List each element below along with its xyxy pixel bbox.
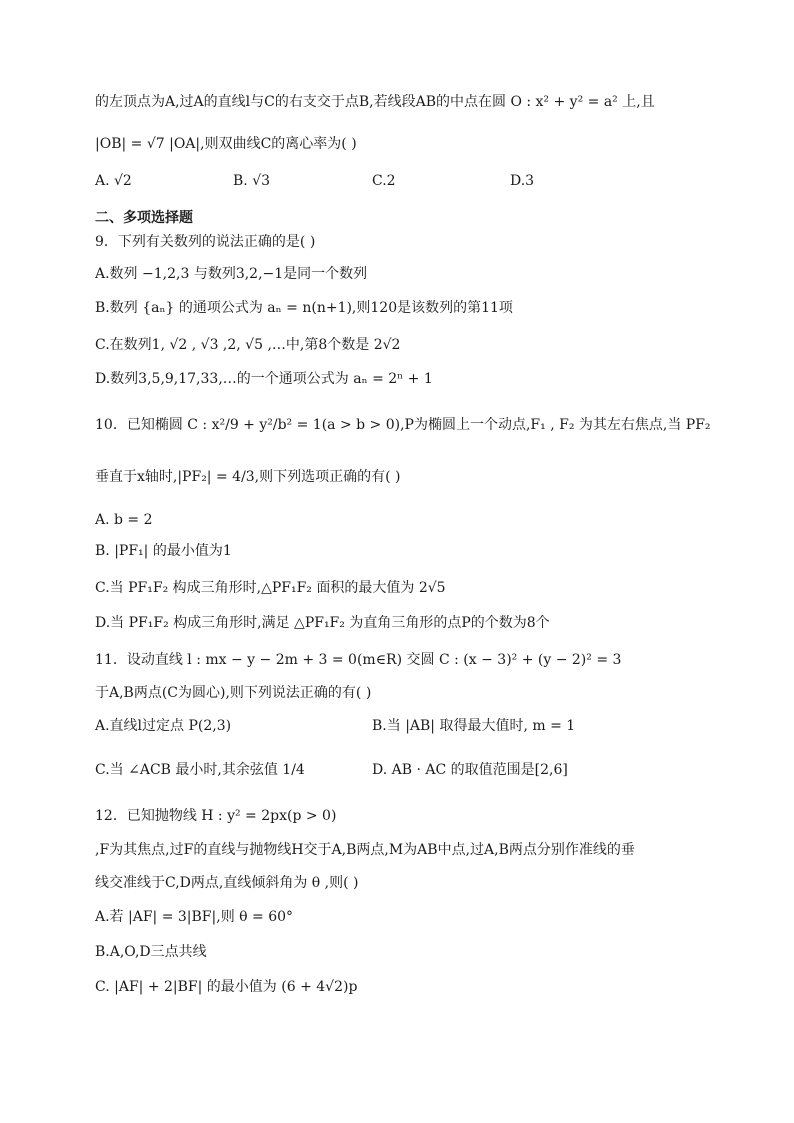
q9-stem: 9．下列有关数列的说法正确的是( ) bbox=[95, 234, 316, 250]
q9-option-d: D.数列3,5,9,17,33,…的一个通项公式为 aₙ = 2ⁿ + 1 bbox=[95, 371, 433, 387]
q12-option-c: C. |AF| + 2|BF| 的最小值为 (6 + 4√2)p bbox=[95, 979, 358, 995]
q11-option-c: C.当 ∠ACB 最小时,其余弦值 1/4 bbox=[95, 762, 305, 778]
q8-option-b: B. √3 bbox=[233, 173, 271, 189]
q11-stem-1: 11．设动直线 l : mx − y − 2m + 3 = 0(m∈R) 交圆 C : (x − 3)² + (y − 2)² = 3 bbox=[95, 652, 622, 668]
q12-option-b: B.A,O,D三点共线 bbox=[95, 944, 207, 960]
q12-stem-1: 12．已知抛物线 H : y² = 2px(p > 0) bbox=[95, 808, 337, 824]
q9-option-a: A.数列 −1,2,3 与数列3,2,−1是同一个数列 bbox=[95, 266, 368, 282]
q12-option-a: A.若 |AF| = 3|BF|,则 θ = 60° bbox=[95, 909, 294, 925]
q10-option-b: B. |PF₁| 的最小值为1 bbox=[95, 543, 232, 559]
q11-option-a: A.直线l过定点 P(2,3) bbox=[95, 718, 232, 734]
q8-option-d: D.3 bbox=[510, 173, 535, 189]
q9-option-c: C.在数列1, √2 , √3 ,2, √5 ,…中,第8个数是 2√2 bbox=[95, 337, 401, 353]
q10-stem-2: 垂直于x轴时,|PF₂| = 4/3,则下列选项正确的有( ) bbox=[95, 469, 401, 485]
q8-option-a: A. √2 bbox=[95, 173, 132, 189]
q9-option-b: B.数列 {aₙ} 的通项公式为 aₙ = n(n+1),则120是该数列的第11项 bbox=[95, 300, 513, 316]
q11-stem-2: 于A,B两点(C为圆心),则下列说法正确的有( ) bbox=[95, 685, 372, 701]
q12-stem-3: 线交准线于C,D两点,直线倾斜角为 θ ,则( ) bbox=[95, 875, 359, 891]
q10-option-a: A. b = 2 bbox=[95, 512, 153, 528]
q8-option-c: C.2 bbox=[372, 173, 396, 189]
q11-option-b: B.当 |AB| 取得最大值时, m = 1 bbox=[372, 718, 576, 734]
line-2: |OB| = √7 |OA|,则双曲线C的离心率为( ) bbox=[95, 136, 357, 152]
line-1: 的左顶点为A,过A的直线l与C的右支交于点B,若线段AB的中点在圆 O : x² + y² = a² 上,且 bbox=[95, 94, 655, 110]
q10-option-c: C.当 PF₁F₂ 构成三角形时,△PF₁F₂ 面积的最大值为 2√5 bbox=[95, 580, 446, 596]
q10-stem-1: 10．已知椭圆 C : x²/9 + y²/b² = 1(a > b > 0),P为椭圆上一个动点,F₁ , F₂ 为其左右焦点,当 PF₂ bbox=[95, 417, 711, 433]
section-heading: 二、多项选择题 bbox=[95, 210, 193, 226]
q12-stem-2: ,F为其焦点,过F的直线与抛物线H交于A,B两点,M为AB中点,过A,B两点分别作准线的垂 bbox=[95, 842, 635, 858]
q10-option-d: D.当 PF₁F₂ 构成三角形时,满足 △PF₁F₂ 为直角三角形的点P的个数为8个 bbox=[95, 615, 550, 631]
q11-option-d: D. AB · AC 的取值范围是[2,6] bbox=[372, 762, 568, 778]
